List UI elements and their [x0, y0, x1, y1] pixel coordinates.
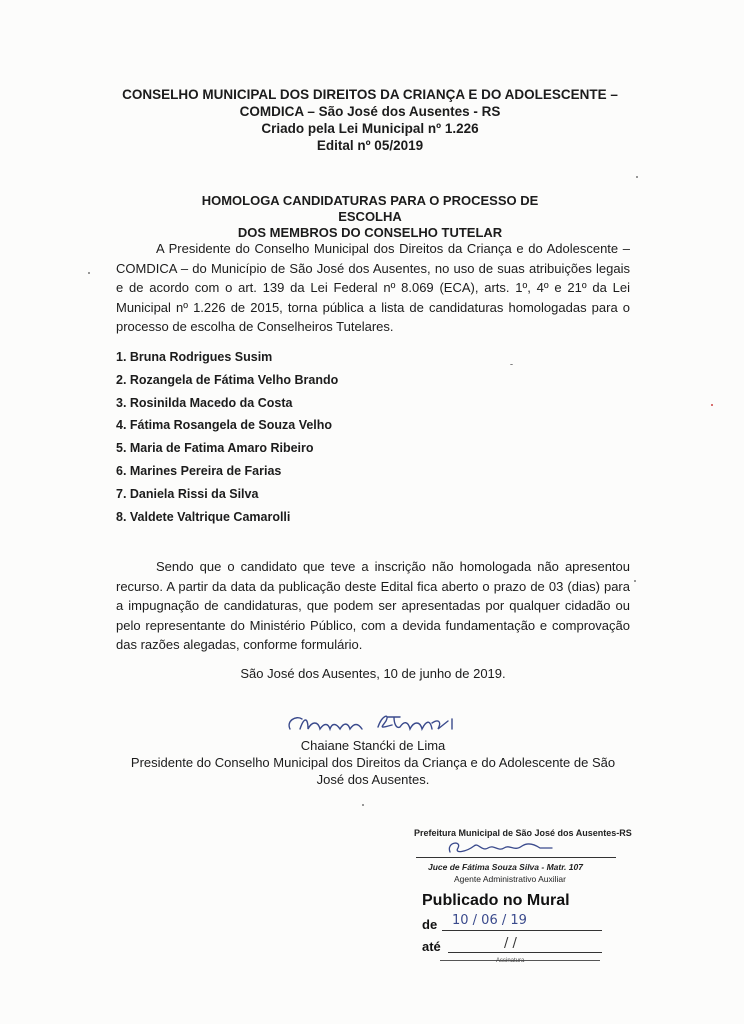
- signer-role-line-1: Presidente do Conselho Municipal dos Direitos da Criança e do Adolescente de São: [130, 755, 616, 770]
- header-council-acronym: COMDICA – São José dos Ausentes - RS: [239, 104, 501, 119]
- subject-line-3: DOS MEMBROS DO CONSELHO TUTELAR: [237, 225, 503, 240]
- list-item: 3. Rosinilda Macedo da Costa: [116, 395, 293, 410]
- intro-paragraph: [116, 239, 630, 337]
- stamp-signature: [444, 836, 564, 858]
- stamp-prefecture-title: Prefeitura Municipal de São José dos Ausentes-RS: [414, 828, 632, 838]
- subject-line-1: HOMOLOGA CANDIDATURAS PARA O PROCESSO DE: [201, 193, 539, 208]
- list-item: 5. Maria de Fatima Amaro Ribeiro: [116, 441, 314, 456]
- paper-speck: [634, 580, 636, 582]
- stamp-mural-title: Publicado no Mural: [422, 892, 570, 909]
- header-council-name: CONSELHO MUNICIPAL DOS DIREITOS DA CRIANÇA E DO ADOLESCENTE –: [122, 87, 618, 102]
- stamp-ate-date: / /: [504, 936, 517, 951]
- paper-speck: [711, 404, 713, 406]
- header-edital-number: Edital nº 05/2019: [316, 138, 424, 153]
- dateline: São José dos Ausentes, 10 de junho de 2019.: [240, 666, 506, 681]
- paper-speck: [88, 272, 90, 274]
- stamp-signature-line: [416, 857, 616, 858]
- impugnation-paragraph: [116, 557, 630, 655]
- stamp-de-line: [442, 930, 602, 931]
- signer-block: [116, 737, 630, 788]
- stamp-assinatura-label: Assinatura: [496, 958, 525, 964]
- document-header: [100, 86, 640, 154]
- impugnation-text: Sendo que o candidato que teve a inscrição não homologada não apresentou recurso. A partir da data da publicação deste Edital fica aberto o prazo de 03 (dias) para a impugnação de candidaturas, que podem ser apresentadas por qualquer cidadão ou pelo representante do Ministério Público, com a devida fundamentação e comprovação das razões alegadas, conforme formulário.: [116, 559, 630, 652]
- intro-text: A Presidente do Conselho Municipal dos Direitos da Criança e do Adolescente – COMDICA – do Município de São José dos Ausentes, no uso de suas atribuições legais e de acordo com o art. 139 da Lei Federal nº 8.069 (ECA), arts. 1º, 4º e 21º da Lei Municipal nº 1.226 de 2015, torna pública a lista de candidaturas homologadas para o processo de escolha de Conselheiros Tutelares.: [116, 241, 630, 334]
- list-item: 1. Bruna Rodrigues Susim: [116, 350, 273, 364]
- list-item: 8. Valdete Valtrique Camarolli: [116, 509, 291, 524]
- paper-speck: [510, 364, 513, 365]
- list-item: 6. Marines Pereira de Farias: [116, 463, 282, 478]
- subject-line-2: ESCOLHA: [338, 209, 402, 224]
- paper-speck: [362, 804, 364, 806]
- stamp-ate-label: até: [422, 939, 441, 954]
- handwritten-signature: [282, 707, 472, 741]
- stamp-ate-line: [448, 952, 602, 953]
- stamp-de-label: de: [422, 917, 438, 932]
- paper-speck: [636, 176, 638, 178]
- publication-stamp: [404, 820, 634, 970]
- stamp-official-name: Juce de Fátima Souza Silva - Matr. 107: [428, 862, 583, 872]
- header-creation-law: Criado pela Lei Municipal nº 1.226: [261, 121, 479, 136]
- stamp-official-role: Agente Administrativo Auxiliar: [454, 874, 566, 884]
- list-item: 4. Fátima Rosangela de Souza Velho: [116, 418, 333, 433]
- signer-role-line-2: José dos Ausentes.: [316, 772, 430, 787]
- list-item: 7. Daniela Rissi da Silva: [116, 486, 259, 501]
- list-item: 2. Rozangela de Fátima Velho Brando: [116, 372, 339, 387]
- stamp-de-date: 10 / 06 / 19: [452, 913, 527, 928]
- document-subject: [160, 193, 580, 241]
- candidate-list: [116, 349, 476, 531]
- signer-name: Chaiane Stanćki de Lima: [300, 738, 446, 753]
